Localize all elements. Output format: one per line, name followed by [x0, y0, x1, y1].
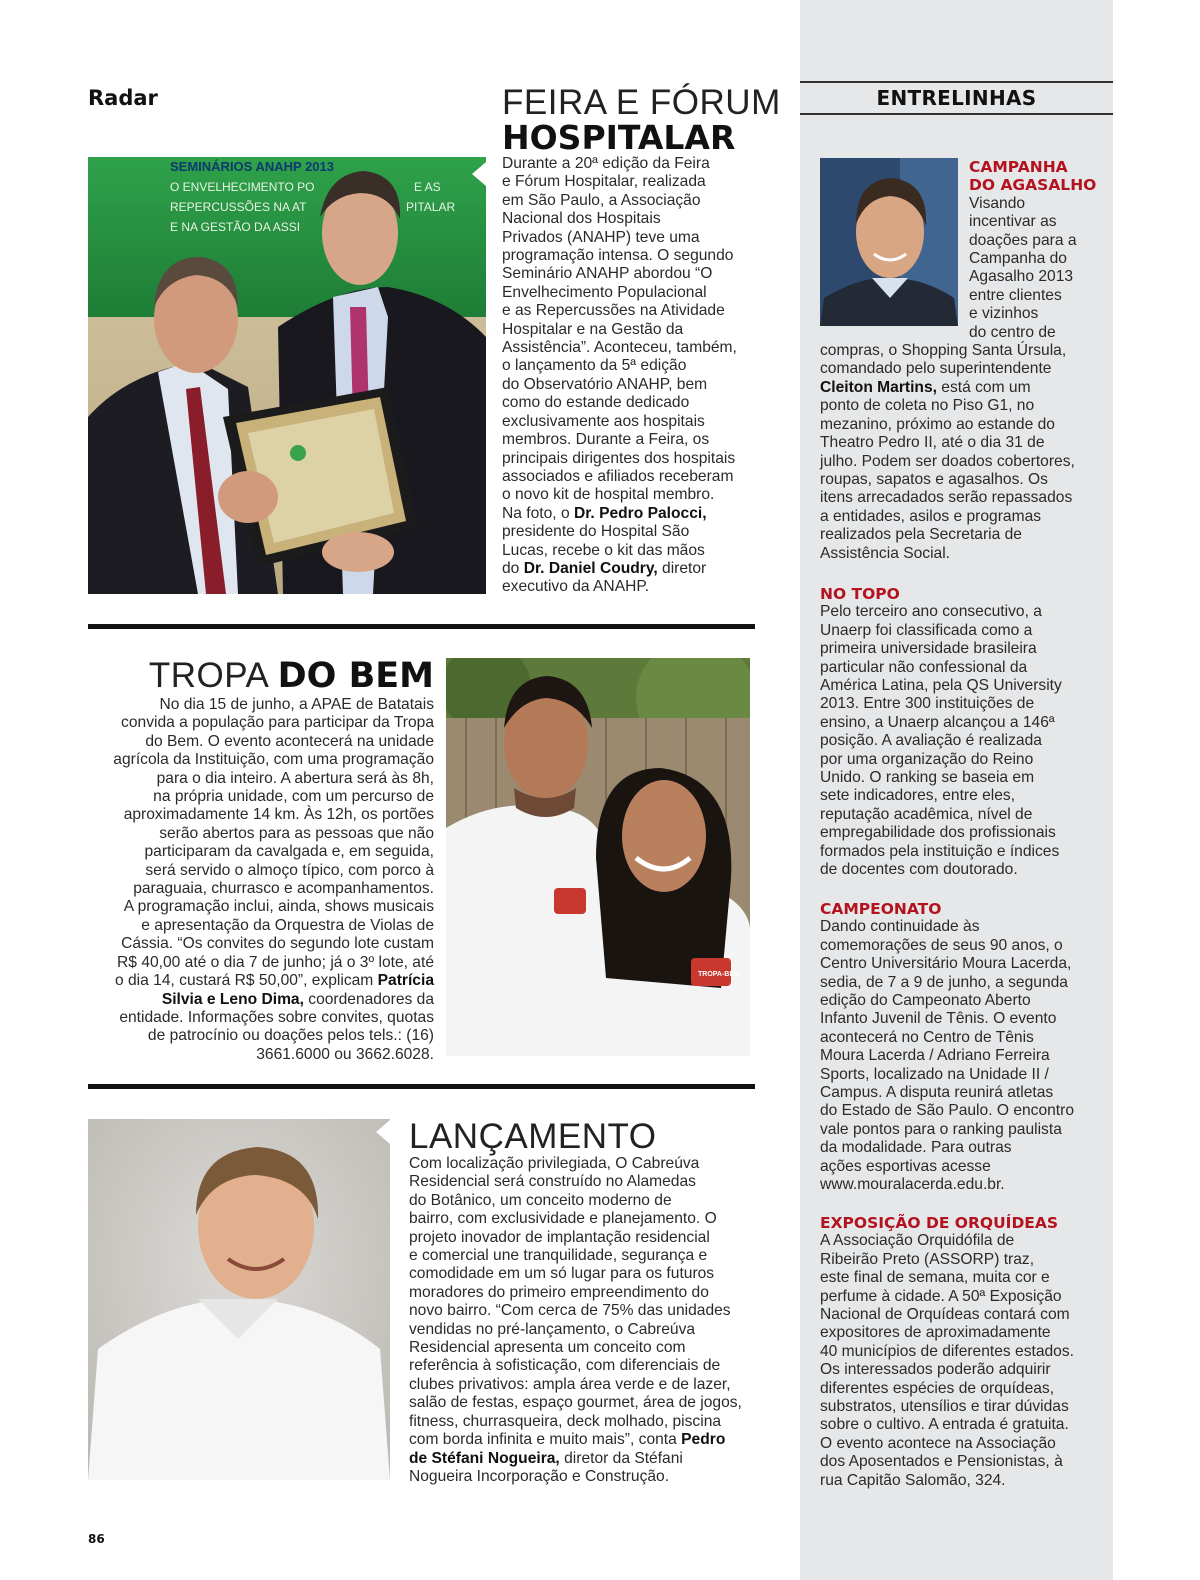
- text-line: Infanto Juvenil de Tênis. O evento: [820, 1010, 1057, 1028]
- text-line: de docentes com doutorado.: [820, 861, 1018, 879]
- text-line: paraguaia, churrasco e acompanhamentos.: [133, 880, 434, 898]
- text-line: agrícola da Instituição, com uma programação: [113, 751, 434, 769]
- text-line: perfume à cidade. A 50ª Exposição: [820, 1287, 1062, 1305]
- tropa-article-body: [88, 696, 434, 1064]
- text-line: mezanino, próximo ao estande do: [820, 415, 1055, 433]
- tropa-title: [88, 656, 434, 696]
- text-line: serão abertos para as pessoas que não: [159, 824, 434, 842]
- text-line: [88, 991, 434, 1009]
- text-line: No dia 15 de junho, a APAE de Batatais: [159, 696, 434, 713]
- text-line: Com localização privilegiada, O Cabreúva: [409, 1155, 700, 1172]
- text-line: da modalidade. Para outras: [820, 1139, 1012, 1157]
- feira-photo: [88, 157, 486, 594]
- sidebar-header: ENTRELINHAS: [876, 86, 1037, 110]
- text-line: Ribeirão Preto (ASSORP) traz,: [820, 1250, 1035, 1268]
- text-run: diretor da Stéfani: [559, 1449, 683, 1467]
- text-line: 3661.6000 ou 3662.6028.: [256, 1045, 434, 1063]
- text-line: [502, 505, 754, 523]
- person-name: Dr. Pedro Palocci,: [573, 504, 707, 522]
- text-run: com borda infinita e muito mais”, conta: [409, 1431, 682, 1449]
- text-line: novo bairro. “Com cerca de 75% das unidades: [409, 1302, 731, 1320]
- text-line: em São Paulo, a Associação: [502, 191, 701, 209]
- sidebar-rule-bottom: [800, 113, 1113, 115]
- text-line: do Observatório ANAHP, bem: [502, 375, 708, 393]
- text-line: associados e afiliados receberam: [502, 467, 734, 485]
- text-line: presidente do Hospital São: [502, 523, 690, 541]
- text-line: ações esportivas acesse: [820, 1157, 991, 1175]
- text-line: itens arrecadados serão repassados: [820, 489, 1073, 507]
- text-line: Nogueira Incorporação e Construção.: [409, 1467, 670, 1485]
- banner-line-1: SEMINÁRIOS ANAHP 2013: [170, 159, 334, 174]
- text-line: sete indicadores, entre eles,: [820, 787, 1016, 805]
- text-line: Pelo terceiro ano consecutivo, a: [820, 603, 1042, 621]
- text-line: por uma organização do Reino: [820, 750, 1034, 768]
- text-line: moradores do primeiro empreendimento do: [409, 1283, 709, 1301]
- text-line: expositores de aproximadamente: [820, 1324, 1051, 1342]
- text-line: 40 municípios de diferentes estados.: [820, 1342, 1074, 1360]
- campanha-wide-text: [820, 342, 1098, 563]
- text-line: ensino, a Unaerp alcançou a 146ª: [820, 713, 1055, 731]
- text-line: Unido. O ranking se baseia em: [820, 769, 1035, 787]
- text-line: principais dirigentes dos hospitais: [502, 449, 736, 467]
- text-line: e vizinhos: [969, 305, 1039, 323]
- divider-rule-1: [88, 624, 755, 629]
- text-line: [88, 972, 434, 990]
- feira-photo-notch: [472, 162, 486, 186]
- text-line: América Latina, pela QS University: [820, 677, 1062, 695]
- text-line: como do estande dedicado: [502, 394, 690, 412]
- text-line: dos Aposentados e Pensionistas, à: [820, 1453, 1063, 1471]
- text-line: Residencial apresenta um conceito com: [409, 1339, 686, 1357]
- text-line: fitness, churrasqueira, deck molhado, piscina: [409, 1412, 722, 1430]
- text-line: comemorações de seus 90 anos, o: [820, 936, 1063, 954]
- text-line: empregabilidade dos profissionais: [820, 824, 1056, 842]
- text-line: Cássia. “Os convites do segundo lote custam: [121, 935, 434, 953]
- text-run: Na foto, o: [502, 504, 574, 522]
- text-line: entidade. Informações sobre convites, quotas: [119, 1008, 434, 1026]
- text-run: coordenadores da: [303, 990, 434, 1008]
- feira-article-body: [502, 155, 754, 597]
- text-line: Privados (ANAHP) teve uma: [502, 228, 700, 246]
- topo-block: [820, 585, 1098, 880]
- text-line: aproximadamente 14 km. Às 12h, os portões: [123, 806, 434, 824]
- lancamento-photo-notch: [376, 1120, 390, 1144]
- text-line: O evento acontece na Associação: [820, 1434, 1056, 1452]
- banner-line-5: E AS: [414, 180, 441, 194]
- text-line: comandado pelo superintendente: [820, 360, 1052, 378]
- person-name: Silvia e Leno Dima,: [161, 990, 304, 1008]
- text-line: vale pontos para o ranking paulista: [820, 1120, 1062, 1138]
- person-name: de Stéfani Nogueira,: [409, 1449, 560, 1467]
- text-line: Envelhecimento Populacional: [502, 283, 707, 301]
- text-line: executivo da ANAHP.: [502, 578, 650, 596]
- tropa-title-light: TROPA: [148, 656, 278, 695]
- tropa-title-bold: DO BEM: [277, 656, 434, 696]
- text-line: clubes privativos: ampla área verde e de lazer,: [409, 1375, 731, 1393]
- text-run: do: [502, 559, 524, 577]
- text-line: programação intensa. O segundo: [502, 247, 734, 265]
- banner-line-2: O ENVELHECIMENTO PO: [170, 180, 315, 194]
- text-line: realizados pela Secretaria de: [820, 526, 1022, 544]
- text-line: e as Repercussões na Atividade: [502, 302, 725, 320]
- text-line: sobre o cultivo. A entrada é gratuita.: [820, 1416, 1069, 1434]
- text-line: este final de semana, muita cor e: [820, 1269, 1050, 1287]
- feira-title-light: FEIRA E FÓRUM: [502, 83, 781, 122]
- text-line: Moura Lacerda / Adriano Ferreira: [820, 1047, 1050, 1065]
- text-line: rua Capitão Salomão, 324.: [820, 1471, 1006, 1489]
- text-line: Assistência”. Aconteceu, também,: [502, 339, 737, 357]
- text-line: do Botânico, um conceito moderno de: [409, 1191, 672, 1209]
- text-line: bairro, com exclusividade e planejamento. O: [409, 1210, 717, 1228]
- section-label: Radar: [88, 86, 158, 110]
- text-line: R$ 40,00 até o dia 7 de junho; já o 3º lote, até: [117, 953, 434, 971]
- text-line: primeira universidade brasileira: [820, 640, 1037, 658]
- text-line: Centro Universitário Moura Lacerda,: [820, 955, 1072, 973]
- text-line: posição. A avaliação é realizada: [820, 732, 1042, 750]
- text-run: diretor: [657, 559, 707, 577]
- person-name: Cleiton Martins,: [820, 378, 937, 396]
- text-run: o dia 14, custará R$ 50,00”, explicam: [115, 972, 378, 990]
- text-line: acontecerá no Centro de Tênis: [820, 1028, 1034, 1046]
- lancamento-article-body: [409, 1155, 759, 1486]
- text-line: do Estado de São Paulo. O encontro: [820, 1102, 1075, 1120]
- text-line: de patrocínio ou doações pelos tels.: (16): [147, 1027, 434, 1045]
- text-line: Visando: [969, 194, 1026, 212]
- orquideas-block: [820, 1214, 1098, 1490]
- page-number: 86: [88, 1532, 105, 1546]
- topo-text: [820, 603, 1098, 879]
- text-line: www.mouralacerda.edu.br.: [820, 1176, 1005, 1194]
- text-line: a entidades, asilos e programas: [820, 507, 1042, 525]
- text-run: está com um: [936, 378, 1031, 396]
- text-line: Unaerp foi classificada como a: [820, 621, 1033, 639]
- text-line: entre clientes: [969, 286, 1062, 304]
- text-line: particular não confessional da: [820, 658, 1028, 676]
- campanha-block: [820, 158, 1098, 563]
- text-line: diferentes espécies de orquídeas,: [820, 1379, 1055, 1397]
- text-line: convida a população para participar da Tropa: [121, 714, 434, 732]
- text-line: será servido o almoço típico, com porco à: [145, 861, 434, 879]
- text-line: roupas, sapatos e agasalhos. Os: [820, 470, 1048, 488]
- text-line: membros. Durante a Feira, os: [502, 431, 710, 449]
- tropa-photo: [446, 658, 750, 1056]
- text-line: participaram da cavalgada e, em seguida,: [144, 843, 434, 861]
- text-line: reputação acadêmica, nível de: [820, 805, 1033, 823]
- text-line: [502, 560, 754, 578]
- lancamento-photo: [88, 1119, 390, 1480]
- person-name: Pedro: [681, 1431, 726, 1449]
- text-line: Hospitalar e na Gestão da: [502, 320, 684, 338]
- text-line: formados pela instituição e índices: [820, 842, 1060, 860]
- text-line: e comercial une tranquilidade, segurança e: [409, 1247, 708, 1265]
- banner-line-4: E NA GESTÃO DA ASSI: [170, 220, 301, 234]
- feira-title-bold: HOSPITALAR: [502, 118, 736, 157]
- text-line: e apresentação da Orquestra de Violas de: [141, 916, 434, 934]
- text-line: substratos, utensílios e tirar dúvidas: [820, 1398, 1069, 1416]
- text-line: Agasalho 2013: [969, 268, 1074, 286]
- text-line: Lucas, recebe o kit das mãos: [502, 541, 705, 559]
- text-line: Theatro Pedro II, até o dia 31 de: [820, 434, 1045, 452]
- text-line: comodidade em um só lugar para os futuros: [409, 1265, 715, 1283]
- topo-head: NO TOPO: [820, 585, 900, 603]
- text-line: Seminário ANAHP abordou “O: [502, 265, 713, 283]
- banner-line-3: REPERCUSSÕES NA AT: [170, 200, 307, 214]
- person-name: Dr. Daniel Coudry,: [523, 559, 658, 577]
- text-line: o novo kit de hospital membro.: [502, 486, 715, 504]
- campanha-head-2: DO AGASALHO: [969, 176, 1097, 195]
- text-line: Assistência Social.: [820, 544, 951, 562]
- sidebar-rule-top: [800, 81, 1113, 83]
- text-line: para o dia inteiro. A abertura será às 8h,: [156, 769, 434, 787]
- text-line: julho. Podem ser doados cobertores,: [820, 452, 1075, 470]
- text-line: doações para a: [969, 231, 1077, 249]
- text-line: A programação inclui, ainda, shows musicais: [123, 898, 434, 916]
- text-line: compras, o Shopping Santa Úrsula,: [820, 342, 1067, 360]
- text-line: [409, 1450, 759, 1468]
- campeonato-head: CAMPEONATO: [820, 900, 942, 918]
- text-line: projeto inovador de implantação residencial: [409, 1228, 710, 1246]
- campanha-narrow-text: [969, 195, 1098, 342]
- orquideas-head: EXPOSIÇÃO DE ORQUÍDEAS: [820, 1214, 1059, 1232]
- text-line: o lançamento da 5ª edição: [502, 357, 687, 375]
- text-line: Os interessados poderão adquirir: [820, 1361, 1051, 1379]
- text-line: edição do Campeonato Aberto: [820, 992, 1031, 1010]
- text-line: 2013. Entre 300 instituições de: [820, 695, 1035, 713]
- text-line: [820, 379, 1098, 397]
- campeonato-block: [820, 900, 1098, 1195]
- person-name: Patrícia: [377, 972, 434, 990]
- text-line: Nacional de Orquídeas contará com: [820, 1306, 1070, 1324]
- text-line: ponto de coleta no Piso G1, no: [820, 397, 1035, 415]
- text-line: Campus. A disputa reunirá atletas: [820, 1084, 1054, 1102]
- text-line: exclusivamente aos hospitais: [502, 412, 705, 430]
- text-line: e Fórum Hospitalar, realizada: [502, 173, 706, 191]
- text-line: [409, 1431, 759, 1449]
- banner-line-6: PITALAR: [406, 200, 456, 214]
- text-line: Durante a 20ª edição da Feira: [502, 155, 710, 172]
- text-line: sedia, de 7 a 9 de junho, a segunda: [820, 973, 1068, 991]
- text-line: salão de festas, espaço gourmet, área de jogos,: [409, 1394, 742, 1412]
- campeonato-text: [820, 918, 1098, 1194]
- text-line: na própria unidade, com um percurso de: [153, 788, 434, 806]
- lancamento-title: LANÇAMENTO: [409, 1117, 657, 1156]
- text-line: Residencial será construído no Alamedas: [409, 1173, 696, 1191]
- orquideas-text: [820, 1232, 1098, 1490]
- campanha-head-1: CAMPANHA: [969, 158, 1068, 176]
- text-line: do Bem. O evento acontecerá na unidade: [145, 732, 434, 750]
- shirt-badge-text: TROPA-BEM: [698, 971, 740, 978]
- text-line: Campanha do: [969, 250, 1067, 268]
- text-line: Dando continuidade às: [820, 918, 980, 936]
- text-line: vendidas no pré-lançamento, o Cabreúva: [409, 1320, 696, 1338]
- text-line: Sports, localizado na Unidade II /: [820, 1065, 1049, 1083]
- text-line: A Associação Orquidófila de: [820, 1232, 1015, 1250]
- text-line: Nacional dos Hospitais: [502, 210, 661, 228]
- text-line: incentivar as: [969, 213, 1057, 231]
- divider-rule-2: [88, 1084, 755, 1089]
- text-line: referência à sofisticação, com diferenciais de: [409, 1357, 721, 1375]
- text-line: do centro de: [969, 323, 1056, 341]
